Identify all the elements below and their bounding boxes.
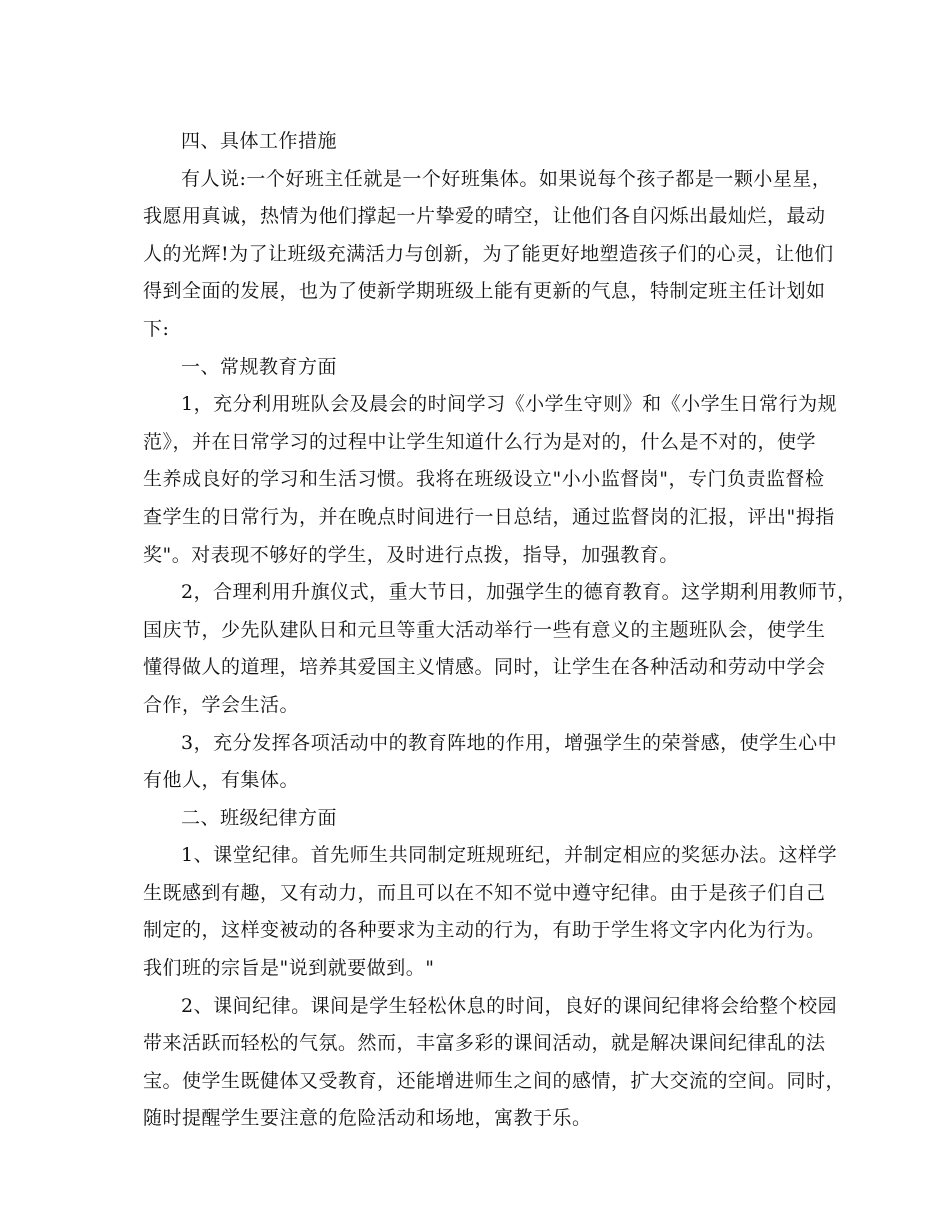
text-line: 随时提醒学生要注意的危险活动和场地，寓教于乐。 [143, 1107, 592, 1130]
text-line: 奖"。对表现不够好的学生，及时进行点拨，指导，加强教育。 [143, 543, 679, 566]
text-line: 1，充分利用班队会及晨会的时间学习《小学生守则》和《小学生日常行为规 [181, 393, 838, 416]
text-line: 人的光辉!为了让班级充满活力与创新，为了能更好地塑造孩子们的心灵，让他们 [143, 242, 834, 265]
text-line: 2、课间纪律。课间是学生轻松休息的时间，良好的课间纪律将会给整个校园 [181, 994, 838, 1017]
text-line: 3，充分发挥各项活动中的教育阵地的作用，增强学生的荣誉感，使学生心中 [181, 731, 838, 754]
text-line: 我愿用真诚，热情为他们撑起一片挚爱的晴空，让他们各自闪烁出最灿烂，最动 [143, 205, 826, 228]
text-line: 二、班级纪律方面 [181, 806, 338, 829]
document-body [143, 123, 857, 1138]
text-line: 带来活跃而轻松的气氛。然而，丰富多彩的课间活动，就是解决课间纪律乱的法 [143, 1032, 826, 1055]
text-line: 1、课堂纪律。首先师生共同制定班规班纪，并制定相应的奖惩办法。这样学 [181, 844, 838, 867]
text-line: 一、常规教育方面 [181, 355, 338, 378]
text-line: 下: [143, 317, 170, 340]
text-line: 我们班的宗旨是"说到就要做到。" [143, 957, 435, 980]
text-line: 生养成良好的学习和生活习惯。我将在班级设立"小小监督岗"，专门负责监督检 [143, 468, 825, 491]
text-line: 范》，并在日常学习的过程中让学生知道什么行为是对的，什么是不对的，使学 [143, 430, 817, 453]
text-line: 四、具体工作措施 [181, 130, 338, 152]
text-line: 宝。使学生既健体又受教育，还能增进师生之间的感情，扩大交流的空间。同时， [143, 1069, 846, 1092]
text-line: 懂得做人的道理，培养其爱国主义情感。同时，让学生在各种活动和劳动中学会 [143, 656, 826, 679]
text-line: 查学生的日常行为，并在晚点时间进行一日总结，通过监督岗的汇报，评出"拇指 [143, 505, 835, 528]
text-line: 合作，学会生活。 [143, 693, 300, 716]
text-line: 有他人，有集体。 [143, 769, 300, 792]
text-line: 2，合理利用升旗仪式，重大节日，加强学生的德育教育。这学期利用教师节， [181, 581, 857, 604]
text-line: 生既感到有趣，又有动力，而且可以在不知不觉中遵守纪律。由于是孩子们自己 [143, 881, 826, 904]
text-line: 国庆节，少先队建队日和元旦等重大活动举行一些有意义的主题班队会，使学生 [143, 618, 826, 641]
text-line: 制定的，这样变被动的各种要求为主动的行为，有助于学生将文字内化为行为。 [143, 919, 826, 942]
text-line: 有人说:一个好班主任就是一个好班集体。如果说每个孩子都是一颗小星星， [181, 167, 832, 190]
text-line: 得到全面的发展，也为了使新学期班级上能有更新的气息，特制定班主任计划如 [143, 280, 826, 303]
